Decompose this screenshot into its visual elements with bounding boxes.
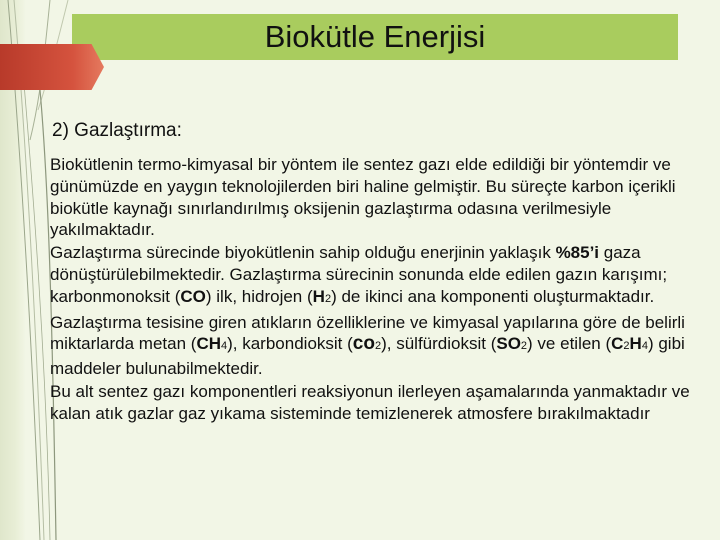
formula-c-sub: 2 [623,340,630,353]
p3-text-d: ) ve etilen ( [527,334,612,354]
p2-text-d: ) de ikinci ana komponenti oluşturmaktadır. [331,286,655,306]
slide-title: Biokütle Enerjisi [264,19,486,54]
p3-text-e: ) gibi maddeler bulunabilmektedir. [50,334,685,379]
paragraph-2 [50,242,700,310]
paragraph-3 [50,312,700,380]
p3-text-b: ), karbondioksit ( [227,334,353,354]
p2-text-c: ) ilk, hidrojen ( [205,286,313,306]
body-text [50,154,700,426]
percent-value: %85’i [555,243,600,263]
formula-co2-sub: 2 [374,340,382,353]
paragraph-1: Biokütlenin termo-kimyasal bir yöntem ile sentez gazı elde edildiği bir yöntemdir ve günümüzde en yaygın teknolojilerden biri haline gelmiştir. Bu süreçte karbon içerikli biokütle kaynağı sınırlandırılmış oksijenin gazlaştırma odasına verilmesiyle yakılmaktadır. [50,155,676,240]
formula-ch: CH [196,334,221,354]
formula-so: SO [496,334,521,354]
formula-co: CO [180,286,206,306]
title-bar [72,14,678,60]
paragraph-4: Bu alt sentez gazı komponentleri reaksiyonun ilerleyen aşamalarında yanmaktadır ve kalan atık gazlar gaz yıkama sisteminde temizlenerek atmosfere bırakılmaktadır [50,381,690,423]
formula-h-sub: 2 [324,292,332,305]
p3-text-a: Gazlaştırma tesisine giren atıkların özelliklerine ve kimyasal yapılarına göre de belirli miktarlarda metan ( [50,312,685,354]
formula-c: C [611,334,624,354]
section-heading: 2) Gazlaştırma: [52,120,182,141]
formula-h: H [312,286,325,306]
p3-text-c: ), sülfürdioksit ( [381,334,497,354]
p2-text-a: Gazlaştırma sürecinde biyokütlenin sahip olduğu enerjinin yaklaşık [50,243,556,263]
formula-so-sub: 2 [520,340,528,353]
p2-text-b: gaza dönüştürülebilmektedir. Gazlaştırma sürecinin sonunda elde edilen gazın karışımı; karbonmonoksit ( [50,243,668,306]
formula-ch-sub: 4 [221,340,228,353]
formula-co2: co [352,333,375,355]
red-accent-arrow [0,44,104,90]
formula-h4-sub: 4 [641,340,648,353]
formula-h4: H [629,334,642,354]
